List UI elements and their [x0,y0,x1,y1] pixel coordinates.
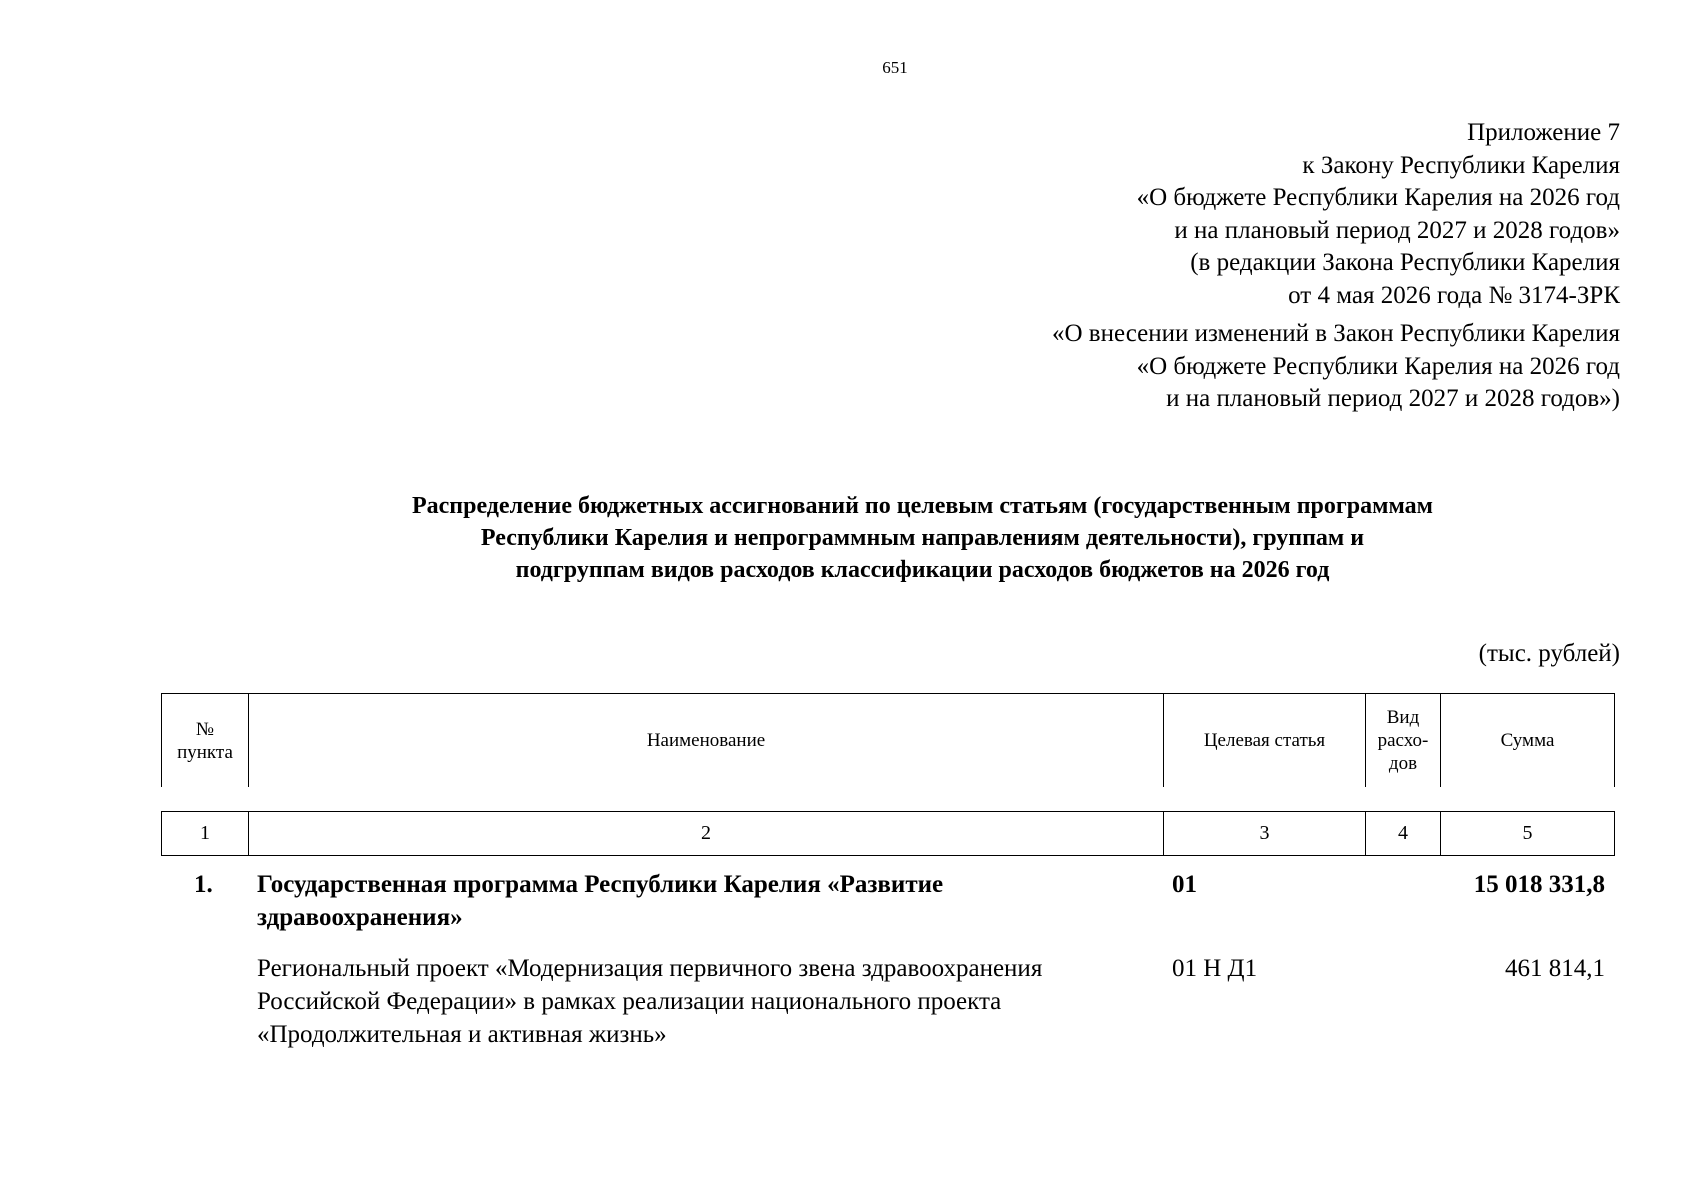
appendix-header [1052,117,1620,416]
header-kind-line: Вид [1386,707,1420,728]
appendix-line: (в редакции Закона Республики Карелия [1190,249,1620,276]
column-number: 3 [1163,811,1365,856]
appendix-line: «О внесении изменений в Закон Республики Карелия [1051,320,1620,347]
column-number: 4 [1365,811,1440,856]
title-line: подгруппам видов расходов классификации расходов бюджетов на 2026 год [515,557,1330,583]
header-kind-line: расхо- [1377,730,1429,751]
appendix-line: «О бюджете Республики Карелия на 2026 год [1136,352,1620,380]
row-name [257,868,1157,934]
row-target: 01 Н Д1 [1172,955,1258,982]
appendix-line: от 4 мая 2026 года № 3174-ЗРК [1288,281,1620,309]
row-sum: 461 814,1 [1505,955,1605,982]
header-num-line: пункта [177,741,233,763]
row-num: 1. [194,871,213,898]
title-line: Распределение бюджетных ассигнований по целевым статьям (государственным программам [411,493,1434,519]
header-target: Целевая статья [1163,693,1365,787]
header-num [161,693,248,787]
appendix-line: «О бюджете Республики Карелия на 2026 год [1136,184,1620,211]
appendix-line: Приложение 7 [1467,119,1620,146]
row-target: 01 [1172,871,1197,898]
row-name-line: Российской Федерации» в рамках реализации национального проекта [257,988,1002,1015]
header-name: Наименование [248,693,1163,787]
header-num-line: № [195,718,215,740]
row-name-line: здравоохранения» [257,904,463,931]
column-number: 2 [248,811,1163,856]
title-line: Республики Карелия и непрограммным направлениям деятельности), группам и [480,525,1365,551]
header-sum: Сумма [1440,693,1615,787]
column-number: 5 [1440,811,1615,856]
column-number: 1 [161,811,248,856]
page-number: 651 [882,58,908,77]
appendix-line: и на плановый период 2027 и 2028 годов») [1166,385,1620,412]
document-title [200,490,1645,586]
units-label: (тыс. рублей) [1478,640,1620,667]
header-kind-line: дов [1388,753,1418,774]
appendix-line: и на плановый период 2027 и 2028 годов» [1174,216,1620,244]
row-name-line: Государственная программа Республики Карелия «Развитие [257,871,944,898]
row-sum: 15 018 331,8 [1473,871,1605,898]
row-name-line: Региональный проект «Модернизация первичного звена здравоохранения [257,955,1043,982]
row-name-line: «Продолжительная и активная жизнь» [257,1021,667,1048]
appendix-line: к Закону Республики Карелия [1302,151,1620,179]
row-name [257,952,1162,1051]
header-kind [1365,693,1440,787]
